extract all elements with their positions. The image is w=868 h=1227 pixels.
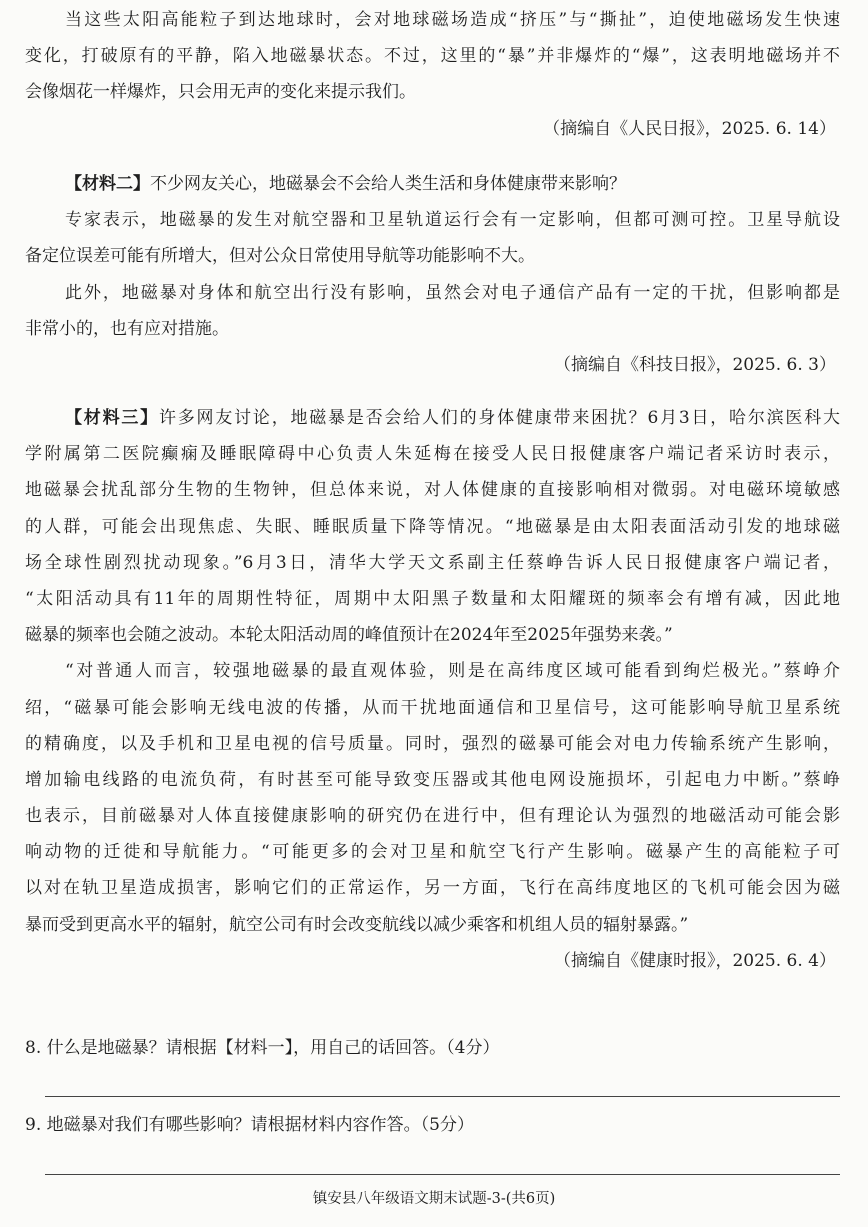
- paragraph-line: [25, 400, 840, 436]
- paragraph-line: 当这些太阳高能粒子到达地球时，会对地球磁场造成“挤压”与“撕扯”，迫使地磁场发生快速: [65, 10, 840, 30]
- paragraph-line: [25, 166, 840, 202]
- paragraph-line: 学附属第二医院癫痫及睡眠障碍中心负责人朱延梅在接受人民日报健康客户端记者采访时表示，: [25, 444, 840, 465]
- material-2-tag: 【材料二】: [65, 174, 150, 194]
- paragraph-line: 增加输电线路的电流负荷，有时甚至可能导致变压器或其他电网设施损坏，引起电力中断。”蔡峥: [25, 769, 840, 790]
- paragraph-line: 变化，打破原有的平静，陷入地磁暴状态。不过，这里的“暴”并非爆炸的“爆”，这表明地磁场并不: [25, 46, 840, 67]
- paragraph-line: 会像烟花一样爆炸，只会用无声的变化来提示我们。: [25, 82, 416, 103]
- paragraph-line: 非常小的，也有应对措施。: [25, 318, 229, 339]
- question-9: 9. 地磁暴对我们有哪些影响？请根据材料内容作答。（5分）: [25, 1115, 474, 1135]
- paragraph-line: “对普通人而言，较强地磁暴的最直观体验，则是在高纬度区域可能看到绚烂极光。”蔡峥介: [65, 661, 840, 682]
- paragraph-line: 磁暴的频率也会随之波动。本轮太阳活动周的峰值预计在2024年至2025年强势来袭。”: [25, 625, 673, 646]
- paragraph-line: 绍，“磁暴可能会影响无线电波的传播，从而干扰地面通信和卫星信号，这可能影响导航卫星系统: [25, 697, 840, 718]
- paragraph-line: “太阳活动具有11年的周期性特征，周期中太阳黑子数量和太阳耀斑的频率会有增有减，因此地: [25, 588, 840, 609]
- material-3: [25, 400, 840, 979]
- paragraph-line: 的精确度，以及手机和卫星电视的信号质量。同时，强烈的磁暴可能会对电力传输系统产生影响，: [25, 733, 840, 754]
- paragraph-line: 也表示，目前磁暴对人体直接健康影响的研究仍在进行中，但有理论认为强烈的地磁活动可能会影: [25, 806, 840, 827]
- paragraph-line: 暴而受到更高水平的辐射，航空公司有时会改变航线以减少乘客和机组人员的辐射暴露。”: [25, 914, 689, 935]
- question-8: 8. 什么是地磁暴？请根据【材料一】，用自己的话回答。（4分）: [25, 1038, 500, 1058]
- paragraph-line: 的人群，可能会出现焦虑、失眠、睡眠质量下降等情况。“地磁暴是由太阳表面活动引发的地球磁: [25, 516, 840, 537]
- paragraph-line: 备定位误差可能有所增大，但对公众日常使用导航等功能影响不大。: [25, 246, 535, 267]
- paragraph-line: 以对在轨卫星造成损害，影响它们的正常运作，另一方面，飞行在高纬度地区的飞机可能会因为磁: [25, 878, 840, 899]
- paragraph-text: 许多网友讨论，地磁暴是否会给人们的身体健康带来困扰？6月3日，哈尔滨医科大: [158, 408, 840, 428]
- paragraph-text: 不少网友关心，地磁暴会不会给人类生活和身体健康带来影响？: [150, 174, 626, 194]
- answer-line-q8[interactable]: [45, 1096, 840, 1097]
- paragraph-line: 此外，地磁暴对身体和航空出行没有影响，虽然会对电子通信产品有一定的干扰，但影响都是: [65, 282, 840, 303]
- paragraph-line: 场全球性剧烈扰动现象。”6月3日，清华大学天文系副主任蔡峥告诉人民日报健康客户端记者，: [25, 552, 840, 573]
- paragraph-line: 响动物的迁徙和导航能力。“可能更多的会对卫星和航空飞行产生影响。磁暴产生的高能粒子可: [25, 842, 840, 863]
- material-3-tag: 【材料三】: [65, 408, 159, 428]
- material-2: [25, 166, 840, 383]
- paragraph-line: 地磁暴会扰乱部分生物的生物钟，但总体来说，对人体健康的直接影响相对微弱。对电磁环境敏感: [25, 480, 840, 501]
- paragraph-line: 专家表示，地磁暴的发生对航空器和卫星轨道运行会有一定影响，但都可测可控。卫星导航设: [65, 210, 840, 231]
- page-footer: 镇安县八年级语文期末试题-3-(共6页): [312, 1191, 556, 1207]
- answer-line-q9[interactable]: [45, 1174, 840, 1175]
- source-citation: （摘编自《人民日报》，2025. 6. 14）: [543, 118, 836, 139]
- source-citation: （摘编自《科技日报》，2025. 6. 3）: [553, 354, 836, 375]
- source-citation: （摘编自《健康时报》，2025. 6. 4）: [553, 950, 836, 971]
- material-1-tail: [25, 2, 840, 147]
